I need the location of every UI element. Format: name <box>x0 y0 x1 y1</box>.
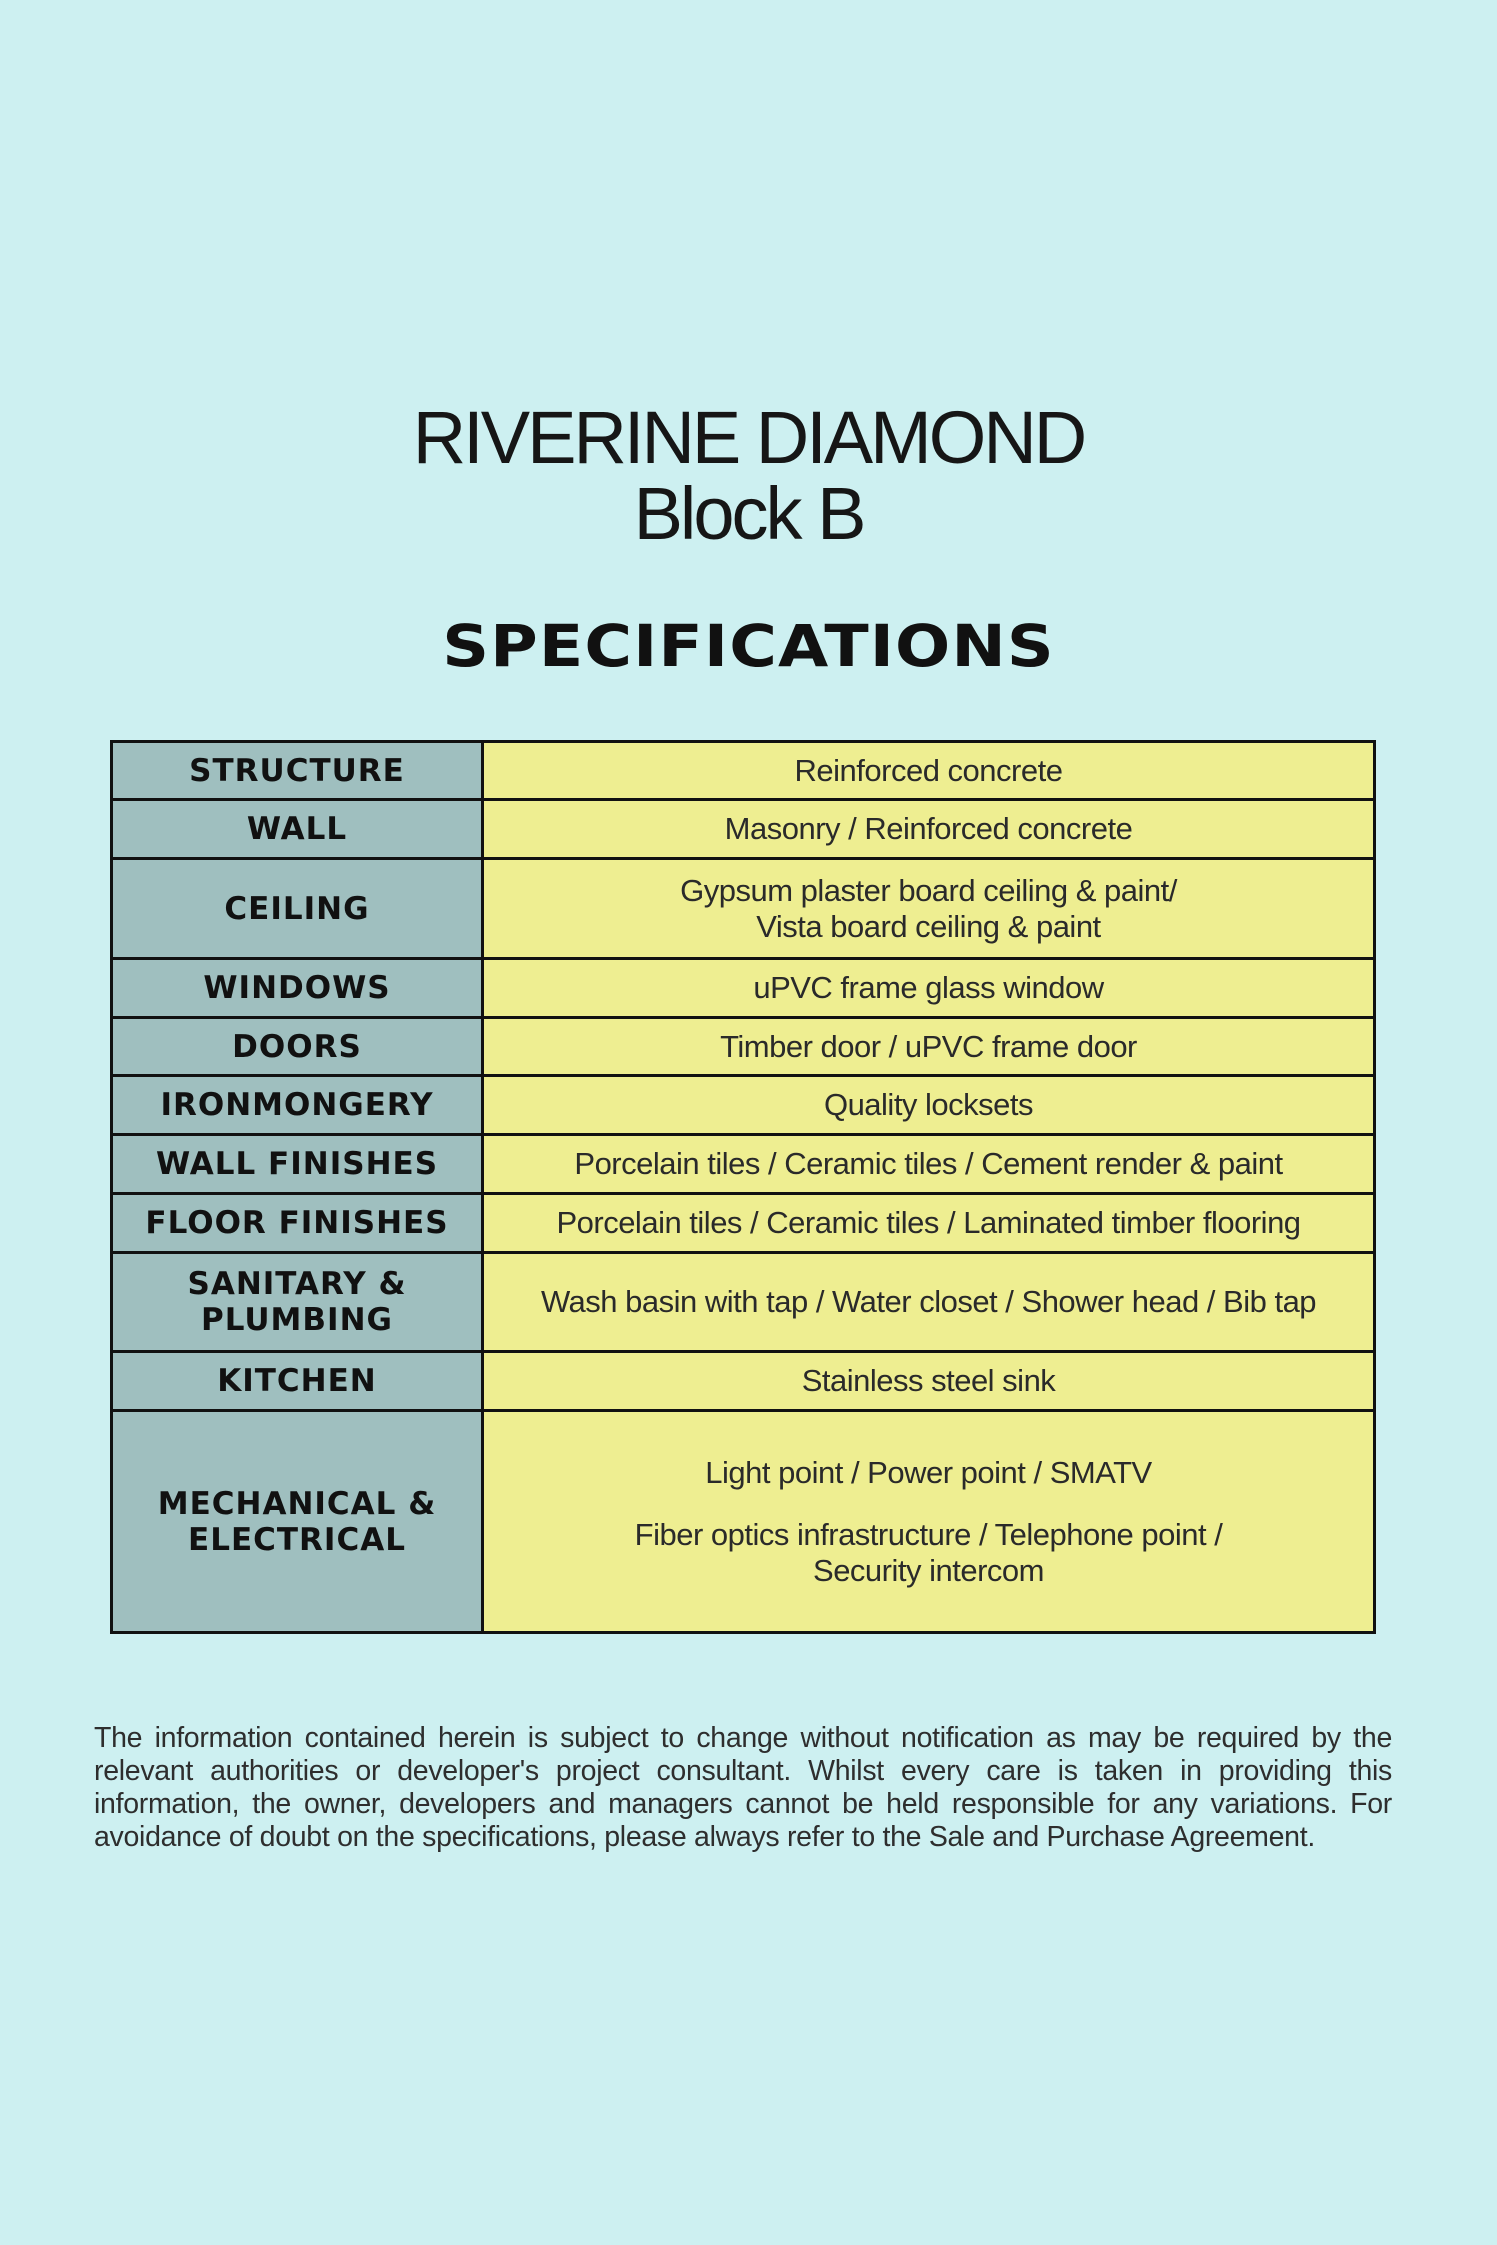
spec-value-structure: Reinforced concrete <box>483 742 1375 800</box>
table-row <box>112 859 1375 959</box>
spec-value-sanitary-plumbing: Wash basin with tap / Water closet / Shower head / Bib tap <box>483 1253 1375 1352</box>
table-row <box>112 1018 1375 1076</box>
spec-value-windows: uPVC frame glass window <box>483 959 1375 1018</box>
spec-value-mechanical-electrical <box>483 1411 1375 1633</box>
disclaimer-text: The information contained herein is subject to change without notification as may be required by the relevant authorities or developer's project consultant. Whilst every care is taken in providing this information, the owner, developers and managers cannot be held responsible for any variations. For avoidance of doubt on the specifications, please always refer to the Sale and Purchase Agreement. <box>94 1722 1392 1853</box>
spec-value-wall: Masonry / Reinforced concrete <box>483 800 1375 859</box>
table-row <box>112 1194 1375 1253</box>
spec-value-wall-finishes: Porcelain tiles / Ceramic tiles / Cement render & paint <box>483 1135 1375 1194</box>
spec-value-kitchen: Stainless steel sink <box>483 1352 1375 1411</box>
table-row <box>112 742 1375 800</box>
spec-label-kitchen: KITCHEN <box>112 1352 483 1411</box>
table-row <box>112 959 1375 1018</box>
spec-value-doors: Timber door / uPVC frame door <box>483 1018 1375 1076</box>
table-row <box>112 1076 1375 1135</box>
spec-label-ceiling: CEILING <box>112 859 483 959</box>
spec-paragraph: Light point / Power point / SMATV <box>705 1454 1152 1490</box>
table-row <box>112 1352 1375 1411</box>
spec-label-sanitary-plumbing: SANITARY & PLUMBING <box>112 1253 483 1352</box>
specifications-heading: SPECIFICATIONS <box>442 612 1055 680</box>
spec-label-mechanical-electrical: MECHANICAL & ELECTRICAL <box>112 1411 483 1633</box>
spec-paragraph: Fiber optics infrastructure / Telephone point / Security intercom <box>634 1516 1223 1588</box>
project-subtitle: Block B <box>633 472 864 555</box>
spec-value-ceiling: Gypsum plaster board ceiling & paint/ Vista board ceiling & paint <box>483 859 1375 959</box>
spec-value-floor-finishes: Porcelain tiles / Ceramic tiles / Laminated timber flooring <box>483 1194 1375 1253</box>
spec-label-wall-finishes: WALL FINISHES <box>112 1135 483 1194</box>
table-row <box>112 1411 1375 1633</box>
spec-label-ironmongery: IRONMONGERY <box>112 1076 483 1135</box>
spec-label-wall: WALL <box>112 800 483 859</box>
table-row <box>112 800 1375 859</box>
spec-value-ironmongery: Quality locksets <box>483 1076 1375 1135</box>
spec-label-windows: WINDOWS <box>112 959 483 1018</box>
table-row <box>112 1135 1375 1194</box>
spec-label-structure: STRUCTURE <box>112 742 483 800</box>
table-row <box>112 1253 1375 1352</box>
project-title: RIVERINE DIAMOND <box>412 396 1085 479</box>
title-block <box>0 396 1497 555</box>
specifications-table <box>110 740 1376 1634</box>
spec-label-floor-finishes: FLOOR FINISHES <box>112 1194 483 1253</box>
spec-label-doors: DOORS <box>112 1018 483 1076</box>
